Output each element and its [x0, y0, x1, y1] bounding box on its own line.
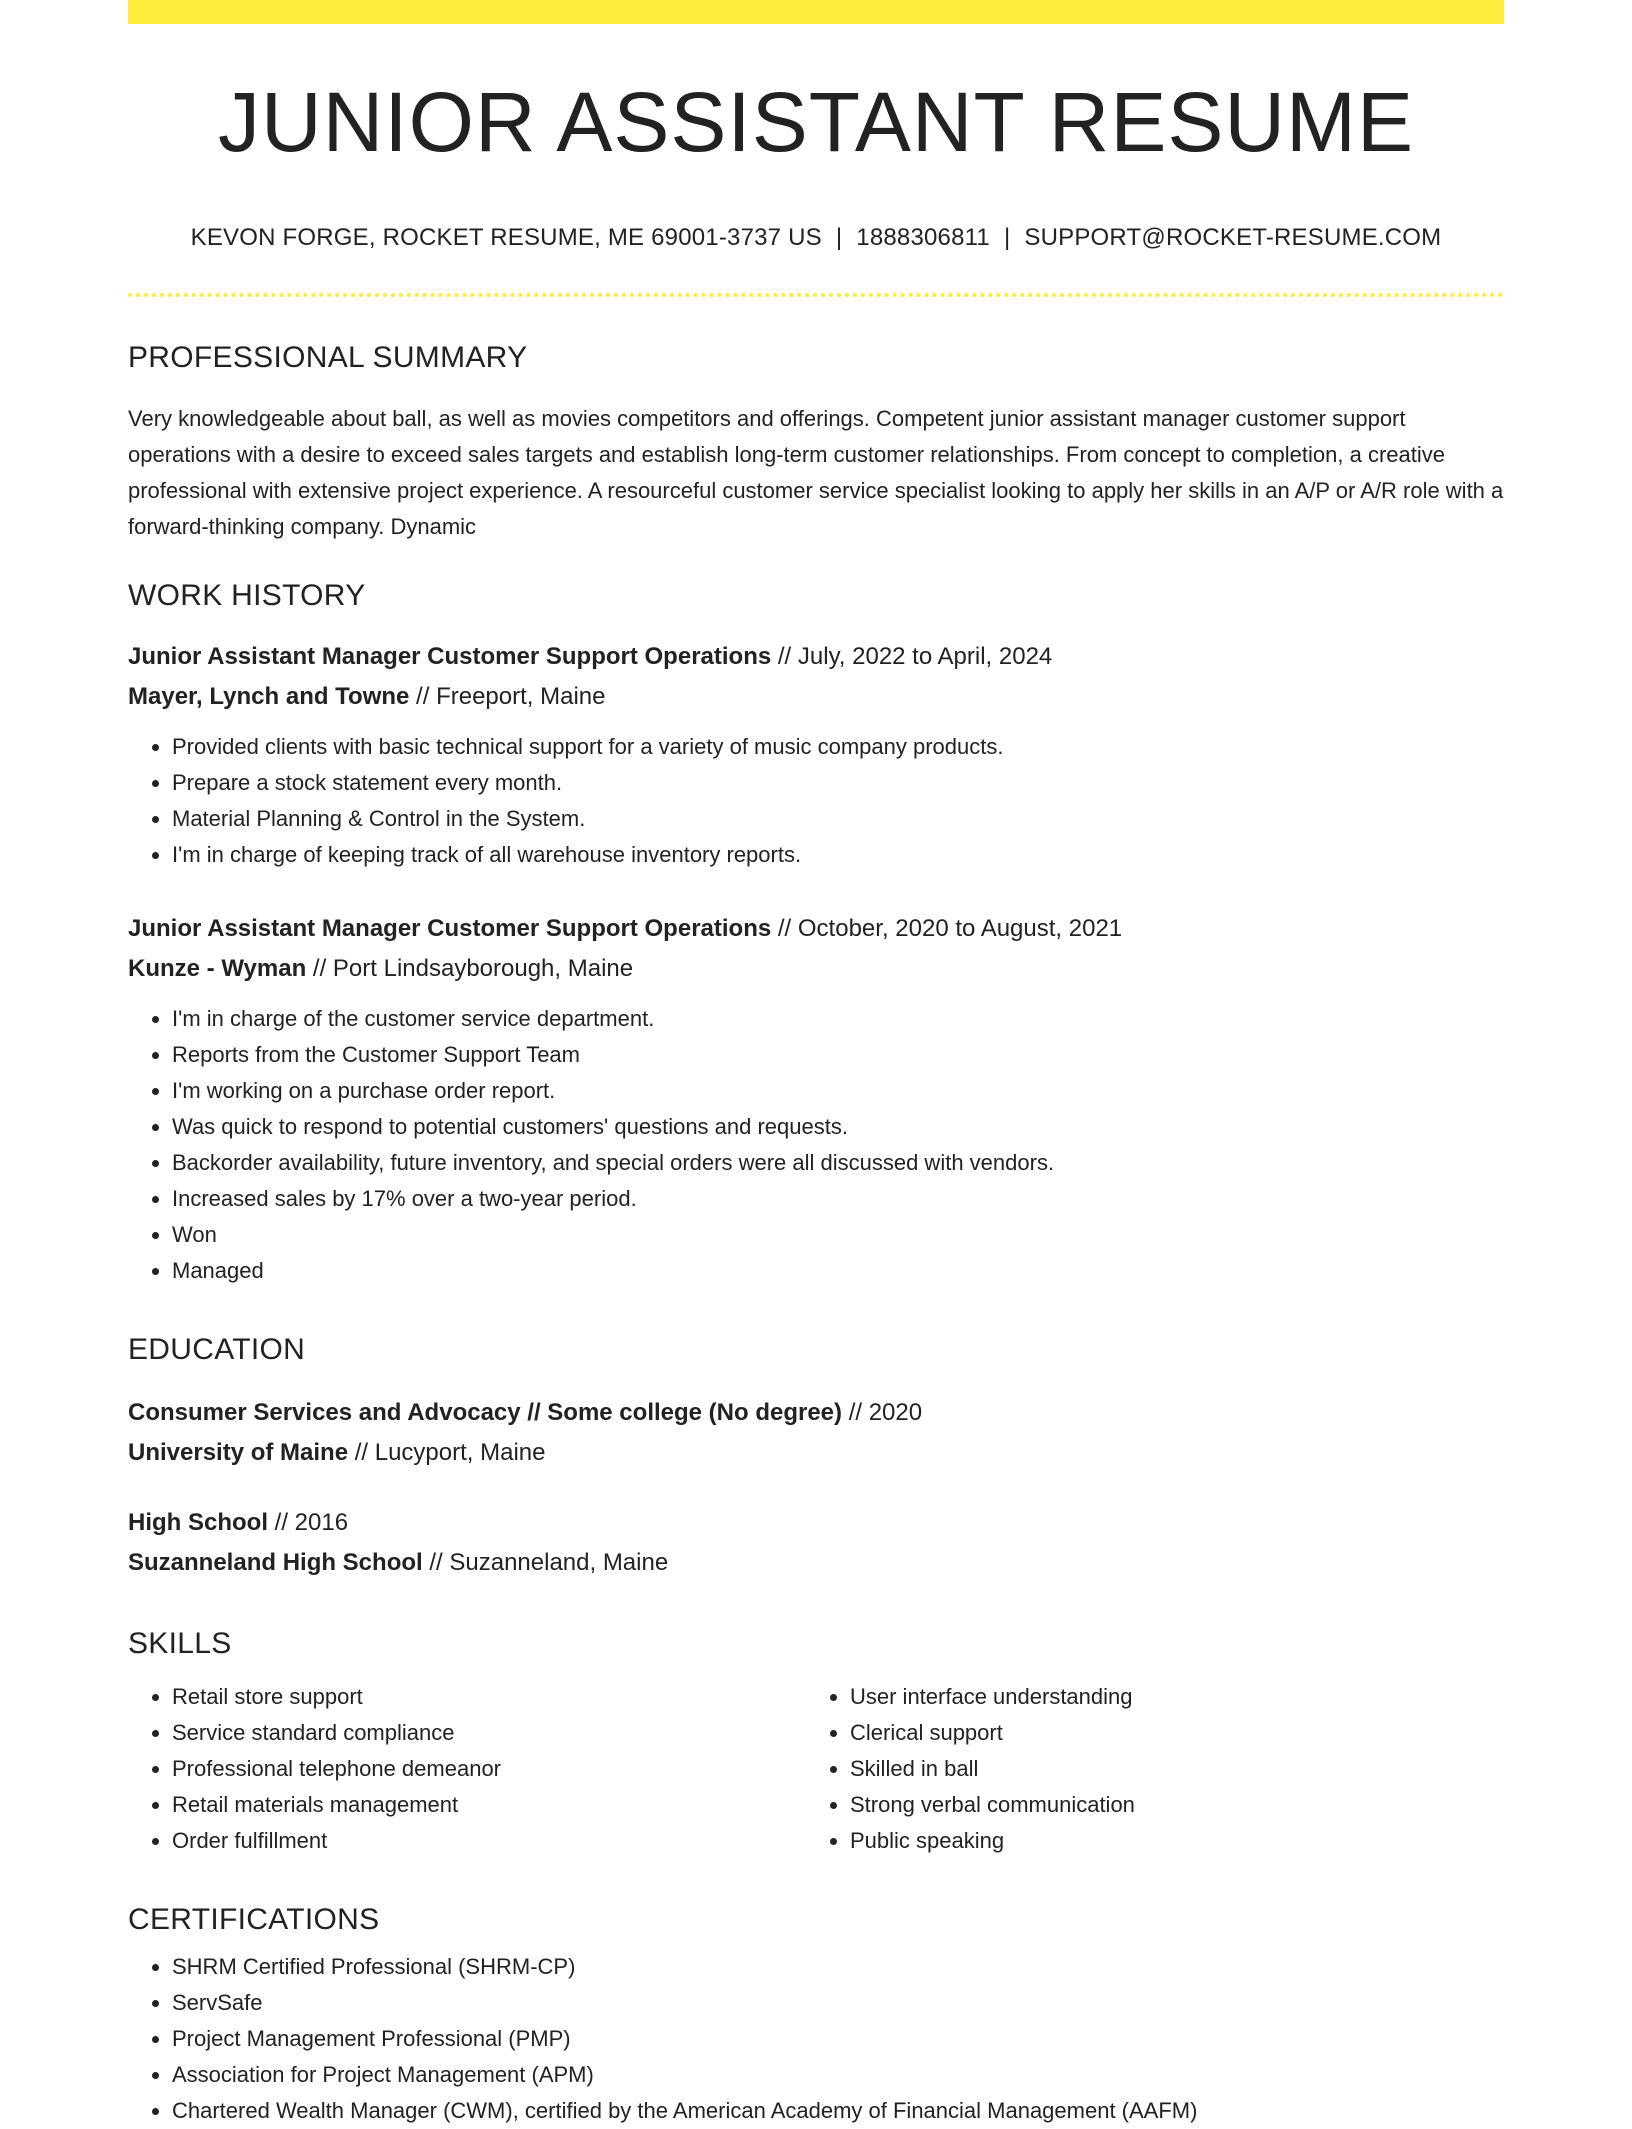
job-title-line: [128, 637, 1504, 677]
skill-item: • User interface understanding: [850, 1679, 1484, 1715]
job-title: Junior Assistant Manager Customer Support Operations: [128, 642, 772, 670]
degree: High School: [128, 1508, 268, 1536]
certification-item: • Association for Project Management (APM): [172, 2057, 1504, 2093]
degree-year: // 2016: [268, 1508, 349, 1536]
school-line: [128, 1543, 1504, 1583]
certifications-heading: CERTIFICATIONS: [128, 1902, 380, 1936]
job-company: Kunze - Wyman: [128, 954, 307, 982]
list-item: • Was quick to respond to potential customers' questions and requests.: [172, 1109, 1504, 1145]
skill-item: • Clerical support: [850, 1715, 1484, 1751]
skills-heading: SKILLS: [128, 1626, 232, 1660]
certification-item: • Project Management Professional (PMP): [172, 2021, 1504, 2057]
contact-phone: 1888306811: [856, 224, 990, 252]
education-heading: EDUCATION: [128, 1332, 306, 1366]
list-item: • Prepare a stock statement every month.: [172, 765, 1504, 801]
education-entry: [128, 1393, 1504, 1473]
job-company-line: [128, 949, 1504, 989]
job-company-line: [128, 677, 1504, 717]
list-item: • Backorder availability, future inventory, and special orders were all discussed with vendors.: [172, 1145, 1504, 1181]
certification-item: • SHRM Certified Professional (SHRM-CP): [172, 1949, 1504, 1985]
skill-item: • Professional telephone demeanor: [172, 1751, 806, 1787]
job-location: // Freeport, Maine: [409, 682, 606, 710]
degree-line: [128, 1393, 1504, 1433]
work-history-heading: WORK HISTORY: [128, 578, 366, 612]
contact-email: SUPPORT@ROCKET-RESUME.COM: [1024, 224, 1442, 252]
contact-separator: |: [835, 224, 843, 252]
job-title-line: [128, 909, 1504, 949]
job-dates: // October, 2020 to August, 2021: [771, 914, 1123, 942]
skill-item: • Service standard compliance: [172, 1715, 806, 1751]
skill-item: • Retail store support: [172, 1679, 806, 1715]
school-name: University of Maine: [128, 1438, 349, 1466]
school-location: // Lucyport, Maine: [348, 1438, 546, 1466]
education-entry: [128, 1503, 1504, 1583]
resume-title: JUNIOR ASSISTANT RESUME: [217, 75, 1415, 169]
list-item: • Won: [172, 1217, 1504, 1253]
accent-bar: [128, 0, 1504, 24]
skills-right-column: [806, 1679, 1484, 1859]
summary-heading: PROFESSIONAL SUMMARY: [128, 340, 528, 374]
list-item: • Increased sales by 17% over a two-year period.: [172, 1181, 1504, 1217]
list-item: • I'm in charge of the customer service department.: [172, 1001, 1504, 1037]
school-line: [128, 1433, 1504, 1473]
resume-page: [128, 0, 1504, 2129]
list-item: • I'm working on a purchase order report.: [172, 1073, 1504, 1109]
job-location: // Port Lindsayborough, Maine: [306, 954, 634, 982]
contact-separator: |: [1003, 224, 1011, 252]
list-item: • Provided clients with basic technical support for a variety of music company products.: [172, 729, 1504, 765]
job-company: Mayer, Lynch and Towne: [128, 682, 410, 710]
school-location: // Suzanneland, Maine: [422, 1548, 669, 1576]
list-item: • Reports from the Customer Support Team: [172, 1037, 1504, 1073]
job-bullets: [128, 729, 1504, 873]
job-dates: // July, 2022 to April, 2024: [771, 642, 1053, 670]
contact-line: [128, 224, 1504, 253]
skill-item: • Strong verbal communication: [850, 1787, 1484, 1823]
degree-year: // 2020: [842, 1398, 923, 1426]
job-bullets: [128, 1001, 1504, 1289]
certification-item: • Chartered Wealth Manager (CWM), certified by the American Academy of Financial Management (AAFM): [172, 2093, 1504, 2129]
skill-item: • Order fulfillment: [172, 1823, 806, 1859]
job-title: Junior Assistant Manager Customer Support Operations: [128, 914, 772, 942]
skills-left-column: [128, 1679, 806, 1859]
list-item: • I'm in charge of keeping track of all warehouse inventory reports.: [172, 837, 1504, 873]
summary-text: Very knowledgeable about ball, as well as movies competitors and offerings. Competent junior assistant manager customer support operations with a desire to exceed sales targets and establish long-term customer relationships. From concept to completion, a creative professional with extensive project experience. A resourceful customer service specialist looking to apply her skills in an A/P or A/R role with a forward-thinking company. Dynamic: [128, 405, 1504, 539]
job-entry: [128, 637, 1504, 873]
certifications-list: [128, 1949, 1504, 2129]
skill-item: • Skilled in ball: [850, 1751, 1484, 1787]
degree: Consumer Services and Advocacy // Some college (No degree): [128, 1398, 843, 1426]
skills-grid: [128, 1679, 1504, 1859]
degree-line: [128, 1503, 1504, 1543]
dotted-divider: [128, 293, 1504, 297]
job-entry: [128, 909, 1504, 1289]
skill-item: • Retail materials management: [172, 1787, 806, 1823]
list-item: • Material Planning & Control in the System.: [172, 801, 1504, 837]
certification-item: • ServSafe: [172, 1985, 1504, 2021]
skill-item: • Public speaking: [850, 1823, 1484, 1859]
contact-address: KEVON FORGE, ROCKET RESUME, ME 69001-3737 US: [190, 224, 822, 252]
school-name: Suzanneland High School: [128, 1548, 423, 1576]
list-item: • Managed: [172, 1253, 1504, 1289]
